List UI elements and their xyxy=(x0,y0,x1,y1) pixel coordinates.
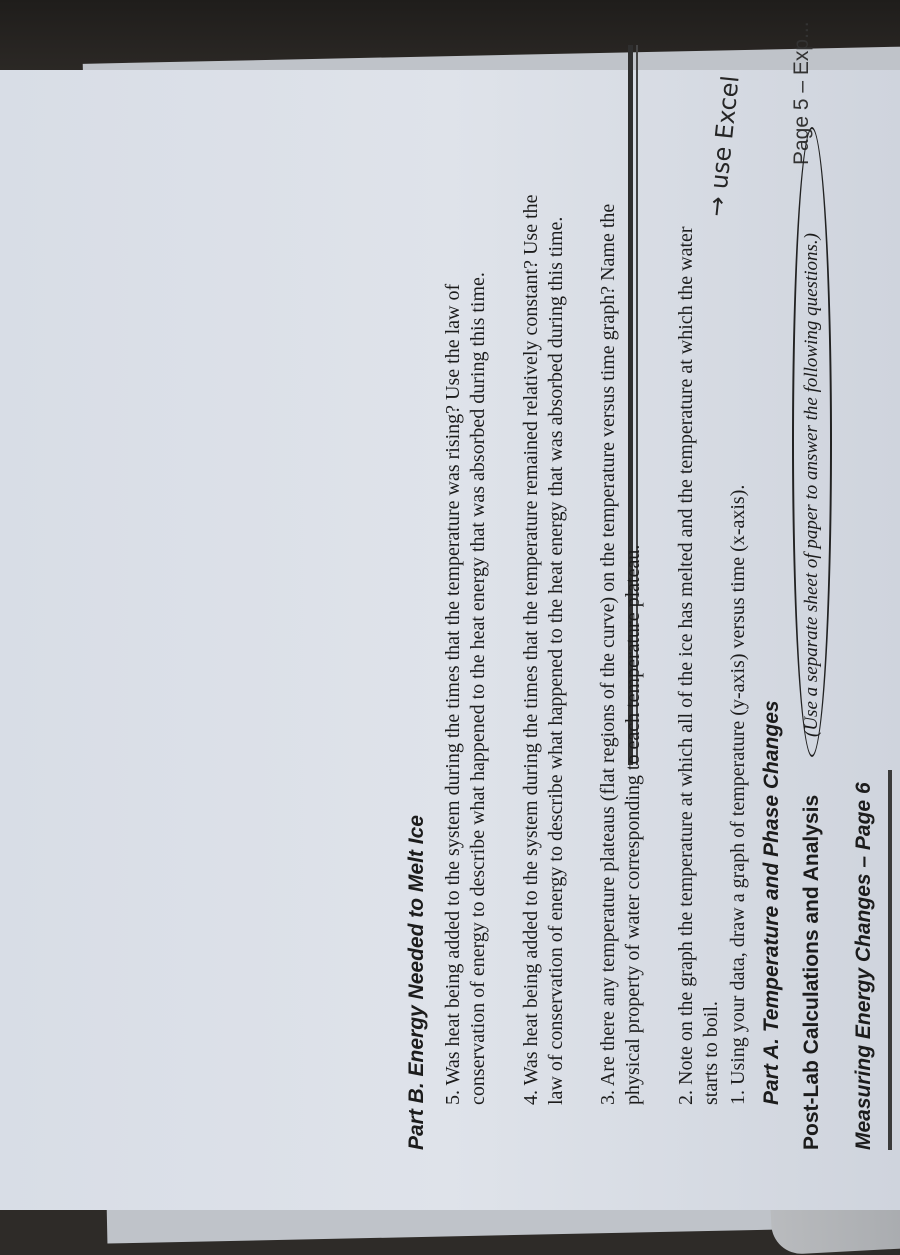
worksheet-page xyxy=(0,21,900,1175)
section-heading: Post-Lab Calculations and Analysis xyxy=(800,794,823,1150)
question-4: 4. Was heat being added to the system during the times that the temperature remained relatively constant? Use the law of conservation of energy to describe what happened to the heat energy that was absorbed during this time. xyxy=(520,194,567,1105)
title-rule xyxy=(888,770,892,1150)
handwritten-note: → use Excel xyxy=(702,74,745,218)
part-b-heading: Part B. Energy Needed to Melt Ice xyxy=(405,815,428,1150)
next-page-reference: Page 5 – Exp... xyxy=(790,21,813,165)
running-head: Measuring Energy Changes – Page 6 xyxy=(852,782,875,1150)
part-a-heading: Part A. Temperature and Phase Changes xyxy=(760,700,783,1105)
question-2: 2. Note on the graph the temperature at which all of the ice has melted and the temperature at which the water starts to boil. xyxy=(675,226,722,1105)
section-instruction: (Use a separate sheet of paper to answer the following questions.) xyxy=(801,233,822,737)
question-5: 5. Was heat being added to the system during the times that the temperature was rising? Use the law of conservation of energy to describe what happened to the heat energy that was absorbed during this time. xyxy=(442,272,489,1105)
question-3: 3. Are there any temperature plateaus (flat regions of the curve) on the temperature versus time graph? Name the physical property of water corresponding to each temperature plateau. xyxy=(597,203,644,1105)
question-1: 1. Using your data, draw a graph of temperature (y-axis) versus time (x-axis). xyxy=(727,484,749,1105)
